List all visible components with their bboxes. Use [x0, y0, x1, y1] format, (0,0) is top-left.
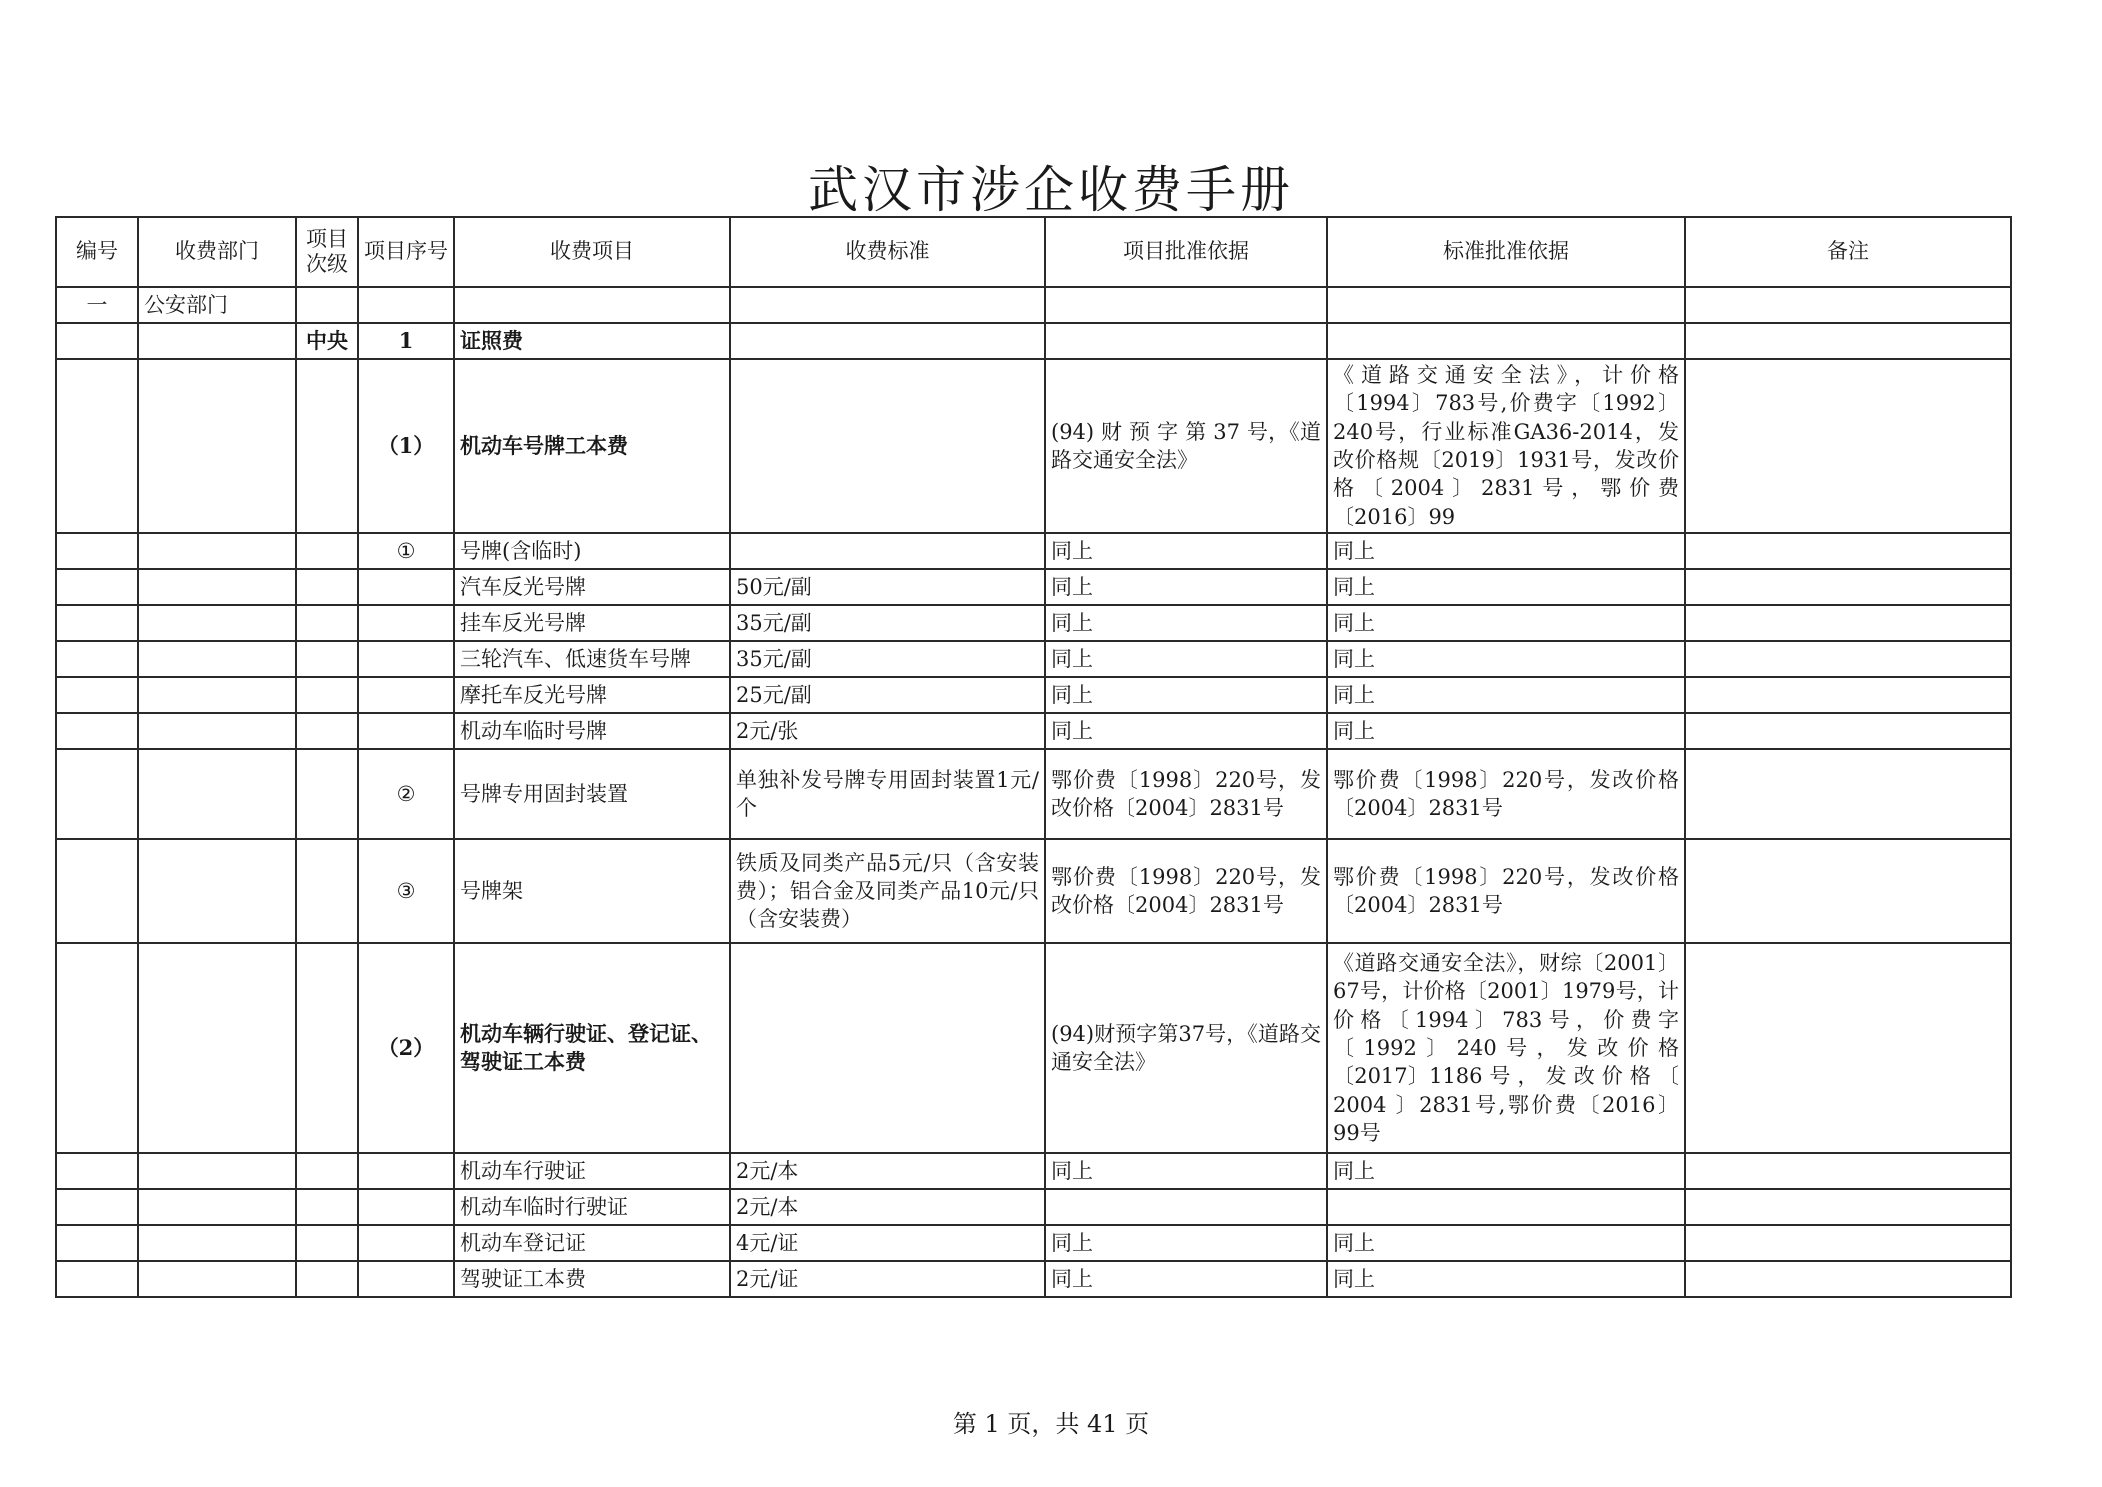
- header-row: [56, 217, 2011, 287]
- cell-item-basis: 同上: [1045, 677, 1327, 713]
- cell-std-basis: 同上: [1327, 569, 1685, 605]
- cell-std-basis: 《道路交通安全法》，计价格〔1994〕783号,价费字〔1992〕240号，行业标准GA36-2014，发改价格规〔2019〕1931号，发改价格〔2004〕2831号，鄂价费〔2016〕99: [1327, 359, 1685, 533]
- cell-item: 机动车行驶证: [454, 1153, 730, 1189]
- table-row: [56, 323, 2011, 359]
- cell-seq: 1: [358, 323, 454, 359]
- cell-std-basis: 同上: [1327, 533, 1685, 569]
- cell-item-basis: 同上: [1045, 1153, 1327, 1189]
- cell-std-basis: 同上: [1327, 605, 1685, 641]
- cell-standard: 4元/证: [730, 1225, 1045, 1261]
- cell-standard: 25元/副: [730, 677, 1045, 713]
- cell-item: 三轮汽车、低速货车号牌: [454, 641, 730, 677]
- cell-item: 机动车临时号牌: [454, 713, 730, 749]
- cell-item: 机动车临时行驶证: [454, 1189, 730, 1225]
- cell-item-basis: 同上: [1045, 569, 1327, 605]
- table-row: [56, 533, 2011, 569]
- cell-std-basis: 鄂价费〔1998〕220号，发改价格〔2004〕2831号: [1327, 749, 1685, 839]
- cell-item: 驾驶证工本费: [454, 1261, 730, 1297]
- col-header-remark: 备注: [1685, 217, 2011, 287]
- cell-std-basis: 同上: [1327, 1153, 1685, 1189]
- cell-item: 挂车反光号牌: [454, 605, 730, 641]
- cell-standard: 2元/本: [730, 1153, 1045, 1189]
- cell-item: 机动车登记证: [454, 1225, 730, 1261]
- cell-std-basis: 同上: [1327, 1261, 1685, 1297]
- table-row: [56, 1225, 2011, 1261]
- table-row: [56, 1153, 2011, 1189]
- cell-std-basis: 同上: [1327, 641, 1685, 677]
- table-row: [56, 839, 2011, 943]
- cell-std-basis: 鄂价费〔1998〕220号，发改价格〔2004〕2831号: [1327, 839, 1685, 943]
- table-row: [56, 641, 2011, 677]
- cell-item: 摩托车反光号牌: [454, 677, 730, 713]
- cell-no: 一: [56, 287, 138, 323]
- cell-standard: 35元/副: [730, 641, 1045, 677]
- table-row: [56, 677, 2011, 713]
- cell-item: 号牌专用固封装置: [454, 749, 730, 839]
- cell-item-basis: 同上: [1045, 533, 1327, 569]
- table-row: [56, 605, 2011, 641]
- cell-item: 证照费: [454, 323, 730, 359]
- cell-seq: ①: [358, 533, 454, 569]
- page-footer: 第 1 页，共 41 页: [952, 1410, 1150, 1438]
- cell-std-basis: 同上: [1327, 1225, 1685, 1261]
- cell-dept: 公安部门: [138, 287, 296, 323]
- table-row: [56, 287, 2011, 323]
- col-header-dept: 收费部门: [138, 217, 296, 287]
- cell-seq: ②: [358, 749, 454, 839]
- cell-seq: （2）: [358, 943, 454, 1153]
- cell-item-basis: 同上: [1045, 1261, 1327, 1297]
- col-header-no: 编号: [56, 217, 138, 287]
- cell-seq: （1）: [358, 359, 454, 533]
- col-header-item: 收费项目: [454, 217, 730, 287]
- cell-item: 机动车号牌工本费: [454, 359, 730, 533]
- cell-item: 汽车反光号牌: [454, 569, 730, 605]
- cell-standard: 单独补发号牌专用固封装置1元/个: [730, 749, 1045, 839]
- col-header-standard: 收费标准: [730, 217, 1045, 287]
- cell-standard: 2元/张: [730, 713, 1045, 749]
- table-row: [56, 569, 2011, 605]
- table-row: [56, 1189, 2011, 1225]
- cell-standard: 铁质及同类产品5元/只（含安装费）；铝合金及同类产品10元/只（含安装费）: [730, 839, 1045, 943]
- cell-item: 机动车辆行驶证、登记证、驾驶证工本费: [454, 943, 730, 1153]
- table-row: [56, 749, 2011, 839]
- cell-std-basis: 《道路交通安全法》，财综〔2001〕67号，计价格〔2001〕1979号，计价格〔1994〕783号，价费字〔1992〕240号，发改价格〔2017〕1186 号 ， 发 改 价 格 〔 2004 〕2831号,鄂价费〔2016〕99号: [1327, 943, 1685, 1153]
- cell-seq: ③: [358, 839, 454, 943]
- col-header-seq: 项目序号: [358, 217, 454, 287]
- cell-item-basis: 同上: [1045, 1225, 1327, 1261]
- document-title: 武汉市涉企收费手册: [808, 161, 1294, 219]
- table-row: [56, 1261, 2011, 1297]
- cell-item-basis: 同上: [1045, 713, 1327, 749]
- col-header-item-basis: 项目批准依据: [1045, 217, 1327, 287]
- cell-standard: 2元/本: [730, 1189, 1045, 1225]
- cell-item-basis: 鄂价费〔1998〕220号，发改价格〔2004〕2831号: [1045, 749, 1327, 839]
- col-header-level: 项目次级: [296, 217, 358, 287]
- col-header-std-basis: 标准批准依据: [1327, 217, 1685, 287]
- cell-standard: 50元/副: [730, 569, 1045, 605]
- table-row: [56, 943, 2011, 1153]
- cell-item: 号牌架: [454, 839, 730, 943]
- table-row: [56, 359, 2011, 533]
- cell-item: 号牌(含临时): [454, 533, 730, 569]
- cell-item-basis: (94)财预字第37号，《道路交通安全法》: [1045, 943, 1327, 1153]
- cell-std-basis: 同上: [1327, 713, 1685, 749]
- cell-item-basis: 鄂价费〔1998〕220号，发改价格〔2004〕2831号: [1045, 839, 1327, 943]
- cell-standard: 35元/副: [730, 605, 1045, 641]
- cell-std-basis: 同上: [1327, 677, 1685, 713]
- cell-item-basis: (94) 财 预 字 第 37 号，《道路交通安全法》: [1045, 359, 1327, 533]
- cell-standard: 2元/证: [730, 1261, 1045, 1297]
- table-row: [56, 713, 2011, 749]
- fee-table: [55, 216, 2012, 1298]
- cell-item-basis: 同上: [1045, 605, 1327, 641]
- cell-level: 中央: [296, 323, 358, 359]
- cell-item-basis: 同上: [1045, 641, 1327, 677]
